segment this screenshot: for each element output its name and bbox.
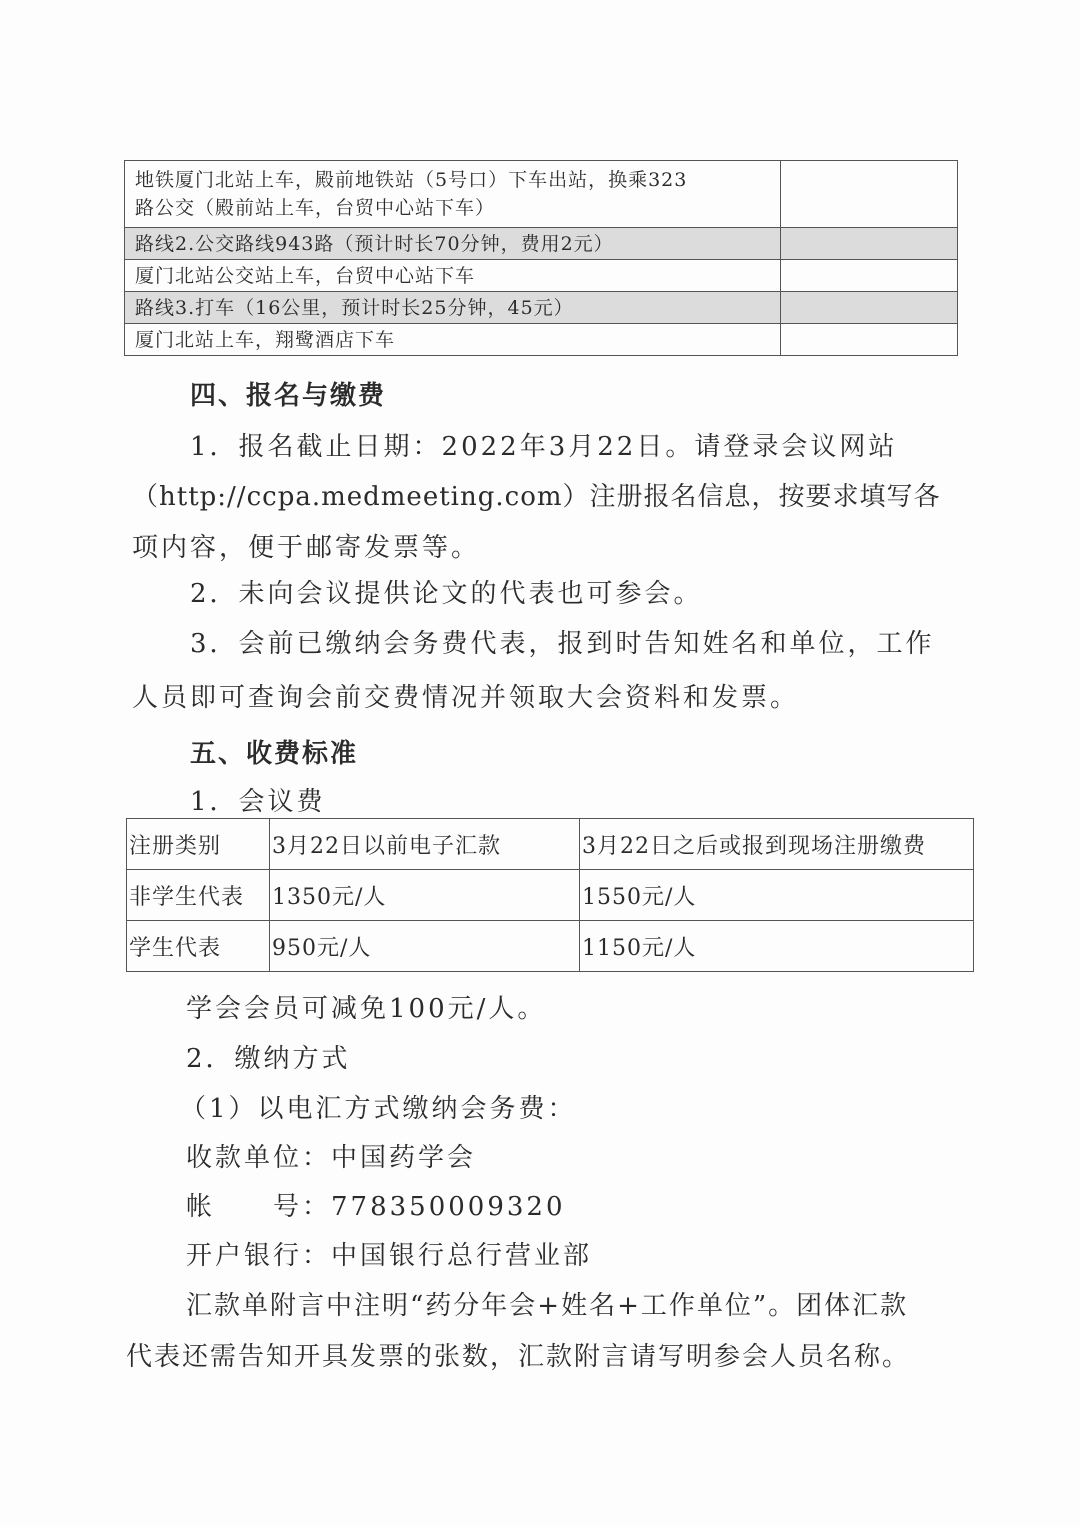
empty-cell [781,324,958,356]
paragraph-line: 代表还需告知开具发票的张数，汇款附言请写明参会人员名称。 [126,1342,911,1372]
paragraph-line: （1）以电汇方式缴纳会务费： [180,1094,577,1124]
table-row [125,324,958,356]
header-cell: 3月22日之后或报到现场注册缴费 [580,819,974,870]
paragraph-line: 3．会前已缴纳会务费代表，报到时告知姓名和单位，工作 [190,629,935,659]
bank-value: 中国银行总行营业部 [331,1241,593,1271]
empty-cell [781,292,958,324]
table-cell: 1350元/人 [270,870,580,921]
empty-cell [781,228,958,260]
table-cell: 学生代表 [127,921,270,972]
table-cell: 1150元/人 [580,921,974,972]
paragraph-line: 学会会员可减免100元/人。 [186,994,547,1024]
route-cell: 路线2.公交路线943路（预计时长70分钟，费用2元） [125,228,781,260]
account-label: 帐 号： [186,1192,332,1222]
route-table [124,160,958,356]
table-row [125,260,958,292]
table-row [125,161,958,228]
paragraph-line: 1．报名截止日期：2022年3月22日。请登录会议网站 [190,432,898,462]
route-cell: 厦门北站上车，翔鹭酒店下车 [125,324,781,356]
route-cell [125,161,781,228]
paragraph-line: （http://ccpa.medmeeting.com）注册报名信息，按要求填写各 [132,482,941,512]
table-header-row [127,819,974,870]
table-row [127,870,974,921]
table-row [125,228,958,260]
sub-heading: 2．缴纳方式 [186,1044,351,1074]
table-cell: 950元/人 [270,921,580,972]
paragraph-line: 人员即可查询会前交费情况并领取大会资料和发票。 [132,683,800,713]
paragraph-line: 项内容，便于邮寄发票等。 [132,533,481,563]
bank-label: 开户银行： [186,1241,332,1271]
section-heading: 五、收费标准 [190,739,359,769]
paragraph-line: 2．未向会议提供论文的代表也可参会。 [190,579,703,609]
account-value: 778350009320 [331,1192,566,1222]
payee-row [186,1137,476,1174]
payee-value: 中国药学会 [331,1143,477,1173]
header-cell: 注册类别 [127,819,270,870]
route-cell: 路线3.打车（16公里，预计时长25分钟，45元） [125,292,781,324]
payee-label: 收款单位： [186,1143,332,1173]
account-row [186,1186,566,1223]
empty-cell [781,260,958,292]
empty-cell [781,161,958,228]
route-line: 地铁厦门北站上车，殿前地铁站（5号口）下车出站，换乘323 [135,169,688,191]
section-heading: 四、报名与缴费 [190,381,387,411]
fee-table [126,818,974,972]
route-cell: 厦门北站公交站上车，台贸中心站下车 [125,260,781,292]
table-row [125,292,958,324]
sub-heading: 1．会议费 [190,787,326,817]
bank-row [186,1235,592,1272]
paragraph-line: 汇款单附言中注明“药分年会+姓名+工作单位”。团体汇款 [186,1291,909,1321]
table-cell: 非学生代表 [127,870,270,921]
table-row [127,921,974,972]
route-line: 路公交（殿前站上车，台贸中心站下车） [135,197,496,219]
table-cell: 1550元/人 [580,870,974,921]
header-cell: 3月22日以前电子汇款 [270,819,580,870]
